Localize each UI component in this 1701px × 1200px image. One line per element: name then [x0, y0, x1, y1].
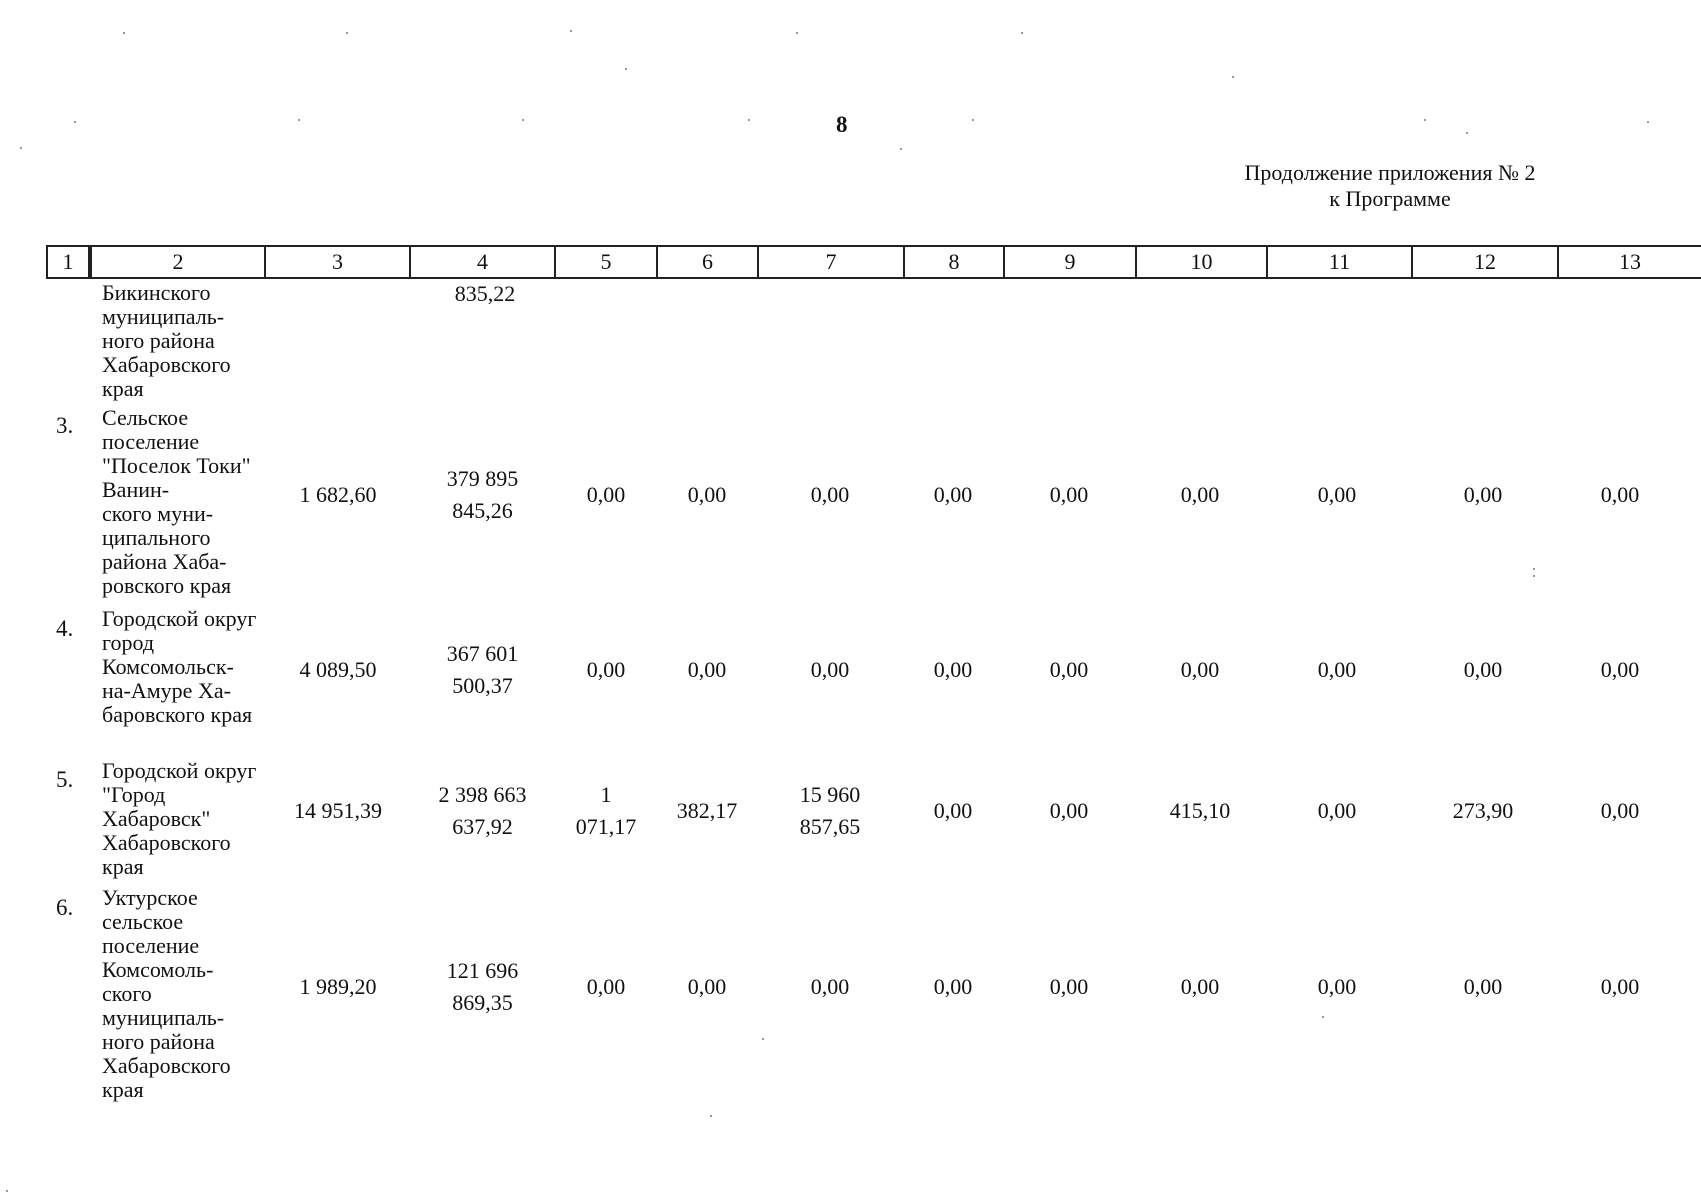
- cell-col-3: 1 682,60: [299, 482, 377, 507]
- column-header-7: 7: [757, 247, 903, 277]
- cell-col-11: 0,00: [1317, 657, 1357, 682]
- scan-speck: [346, 32, 348, 34]
- row-name: Сельское поселение "Поселок Токи" Ванин- ского муни- ципального района Хаба- ровского края: [102, 405, 251, 598]
- row-number: 6.: [56, 895, 74, 920]
- cell-col-9: 0,00: [1049, 657, 1089, 682]
- cell-col-3: 1 989,20: [299, 974, 377, 999]
- cell-col-7: 15 960 857,65: [799, 782, 861, 839]
- cell-col-8: 0,00: [933, 482, 973, 507]
- column-header-8: 8: [903, 247, 1003, 277]
- scan-speck: [570, 30, 572, 32]
- cell-col-13: 0,00: [1600, 657, 1640, 682]
- cell-col-11: 0,00: [1317, 798, 1357, 823]
- cell-col-9: 0,00: [1049, 974, 1089, 999]
- cell-col-6: 0,00: [687, 974, 727, 999]
- cell-col-5: 0,00: [586, 974, 626, 999]
- scan-speck: [710, 1115, 712, 1117]
- cell-col-5: 0,00: [586, 657, 626, 682]
- cell-col-12: 273,90: [1452, 798, 1514, 823]
- cell-col-13: 0,00: [1600, 974, 1640, 999]
- scan-speck: [796, 32, 798, 34]
- cell-col-8: 0,00: [933, 974, 973, 999]
- cell-col-10: 0,00: [1180, 974, 1220, 999]
- cell-col-11: 0,00: [1317, 482, 1357, 507]
- column-header-13: 13: [1557, 247, 1701, 277]
- scan-speck: [900, 148, 902, 150]
- cell-col-5: 1 071,17: [575, 782, 637, 839]
- appendix-caption: [1230, 160, 1550, 212]
- scan-speck: [522, 119, 524, 121]
- column-header-3: 3: [264, 247, 409, 277]
- appendix-line-1: Продолжение приложения № 2: [1244, 160, 1536, 185]
- scan-speck: [123, 32, 125, 34]
- row-number: 5.: [56, 767, 74, 792]
- scan-speck: [20, 147, 22, 149]
- column-header-12: 12: [1411, 247, 1557, 277]
- cell-col-10: 415,10: [1169, 798, 1231, 823]
- scan-speck: [625, 68, 627, 70]
- scan-speck: [298, 119, 300, 121]
- cell-col-10: 0,00: [1180, 482, 1220, 507]
- column-header-6: 6: [656, 247, 757, 277]
- cell-col-8: 0,00: [933, 657, 973, 682]
- cell-col-6: 0,00: [687, 482, 727, 507]
- row-name: Бикинского муниципаль- ного района Хабаровского края: [102, 280, 231, 401]
- cell-col-12: 0,00: [1463, 482, 1503, 507]
- cell-col-5: 0,00: [586, 482, 626, 507]
- cell-col-6: 382,17: [676, 798, 738, 823]
- column-header-5: 5: [554, 247, 656, 277]
- cell-col-4: 379 895 845,26: [446, 466, 519, 523]
- cell-col-4: 121 696 869,35: [446, 958, 519, 1015]
- cell-col-3: 4 089,50: [299, 657, 377, 682]
- scan-speck: [1466, 132, 1468, 134]
- scan-speck: [1322, 1016, 1324, 1018]
- column-header-4: 4: [409, 247, 554, 277]
- cell-col-4: 835,22: [454, 281, 516, 306]
- cell-col-11: 0,00: [1317, 974, 1357, 999]
- cell-col-9: 0,00: [1049, 482, 1089, 507]
- scan-speck: [1232, 76, 1234, 78]
- column-header-9: 9: [1003, 247, 1135, 277]
- row-name: Уктурское сельское поселение Комсомоль- ского муниципаль- ного района Хабаровского края: [102, 885, 231, 1102]
- cell-col-13: 0,00: [1600, 482, 1640, 507]
- column-header-1: 1: [46, 247, 90, 277]
- scan-speck: [74, 121, 76, 123]
- scan-speck: [6, 1190, 8, 1192]
- column-header-11: 11: [1266, 247, 1411, 277]
- cell-col-9: 0,00: [1049, 798, 1089, 823]
- page-number: 8: [836, 112, 848, 137]
- cell-col-8: 0,00: [933, 798, 973, 823]
- cell-col-3: 14 951,39: [294, 798, 382, 823]
- scan-speck: [972, 119, 974, 121]
- row-number: 4.: [56, 616, 74, 641]
- column-header-10: 10: [1135, 247, 1266, 277]
- cell-col-12: 0,00: [1463, 657, 1503, 682]
- scan-speck: [748, 119, 750, 121]
- row-name: Городской округ город Комсомольск- на-Амуре Ха- баровского края: [102, 606, 257, 727]
- cell-col-7: 0,00: [810, 657, 850, 682]
- scan-speck: [1647, 121, 1649, 123]
- row-name: Городской округ "Город Хабаровск" Хабаровского края: [102, 758, 257, 879]
- cell-col-13: 0,00: [1600, 798, 1640, 823]
- row-number: 3.: [56, 413, 74, 438]
- column-header-2: 2: [90, 247, 264, 277]
- appendix-line-2: к Программе: [1329, 186, 1451, 211]
- scan-speck: [1021, 32, 1023, 34]
- cell-col-4: 2 398 663 637,92: [438, 782, 527, 839]
- cell-col-7: 0,00: [810, 974, 850, 999]
- cell-col-10: 0,00: [1180, 657, 1220, 682]
- scan-speck: [1533, 575, 1535, 577]
- cell-col-12: 0,00: [1463, 974, 1503, 999]
- cell-col-6: 0,00: [687, 657, 727, 682]
- cell-col-4: 367 601 500,37: [446, 641, 519, 698]
- scan-speck: [1533, 568, 1535, 570]
- table-header: [46, 245, 1701, 279]
- scan-speck: [762, 1038, 764, 1040]
- cell-col-7: 0,00: [810, 482, 850, 507]
- scan-speck: [1424, 119, 1426, 121]
